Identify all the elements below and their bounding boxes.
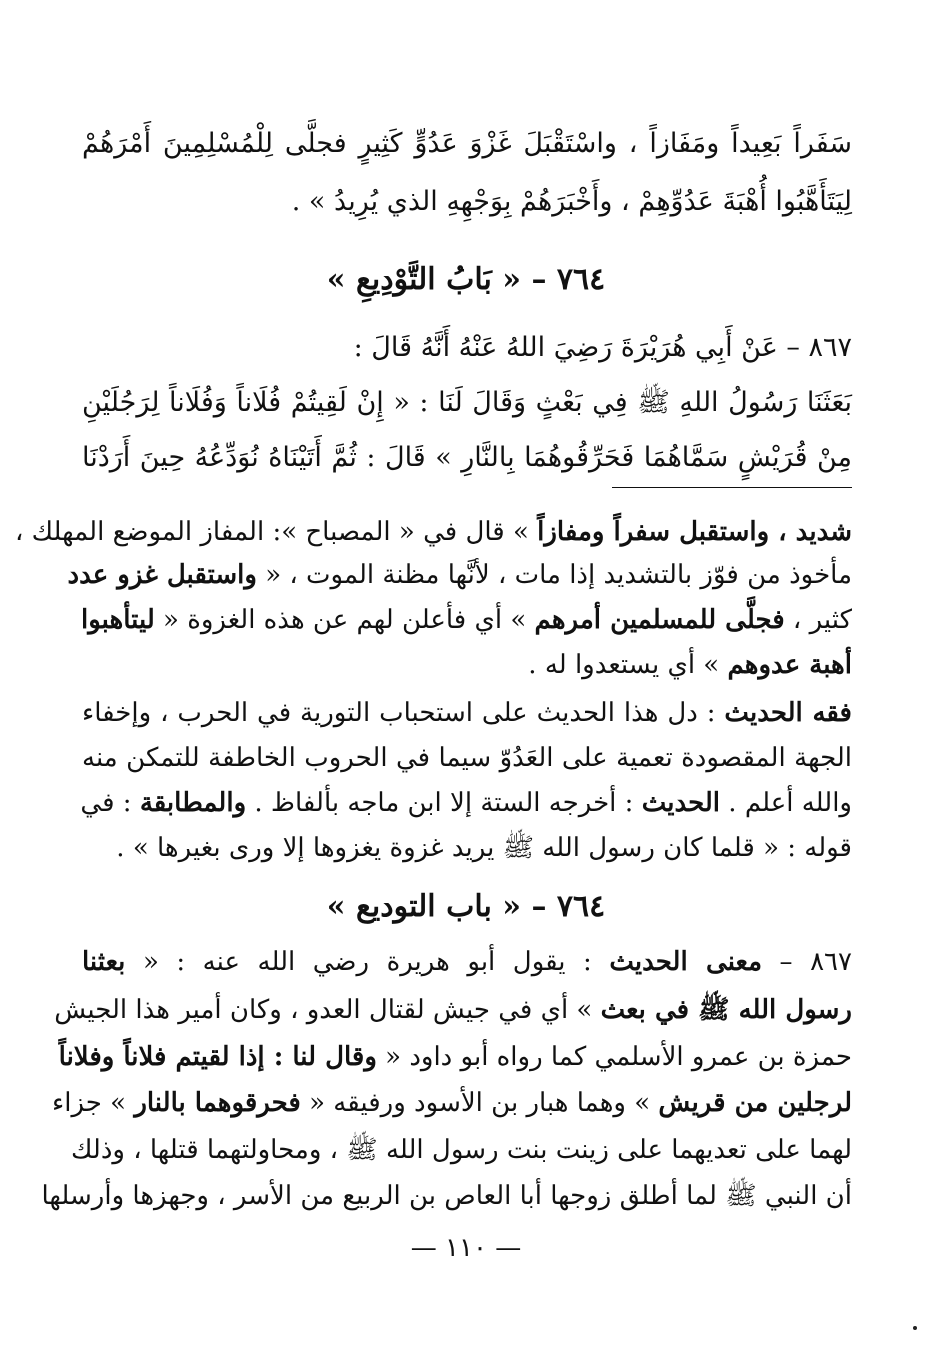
explanation-label: معنى الحديث	[609, 947, 763, 977]
explanation-text: » أي في جيش لقتال العدو ، وكان أمير هذا الجيش	[54, 995, 601, 1025]
explanation-bold-phrase: لرجلين من قريش	[658, 1088, 852, 1118]
fiqh-text: : في	[80, 788, 140, 818]
chapter-heading-bottom: ٧٦٤ – « باب التوديع »	[326, 889, 606, 924]
fiqh-label: فقه الحديث	[724, 698, 852, 728]
commentary-text: كثير ،	[784, 605, 852, 635]
commentary-text: » أي فأعلن لهم عن هذه الغزوة «	[154, 605, 535, 635]
page-number: — ١١٠ —	[410, 1233, 522, 1263]
hadith-number: ٨٦٧ –	[762, 947, 852, 977]
commentary-bold-phrase: واستقبل غزو عدد	[67, 560, 257, 590]
explanation-text: : يقول أبو هريرة رضي الله عنه : «	[125, 947, 610, 977]
fiqh-text: : أخرجه الستة إلا ابن ماجه بألفاظ .	[246, 788, 642, 818]
explanation-line-5: لهما على تعديهما على زينت بنت رسول الله ﷺ ، ومحاولتهما قتلها ، وذلك	[70, 1135, 852, 1165]
explanation-bold-phrase: وقال لنا : إذا لقيتم فلاناً وفلاناً	[58, 1042, 377, 1072]
top-text-line-2: لِيَتَأَهَّبُوا أُهْبَةَ عَدُوِّهِمْ ، وأَخْبَرَهُمْ بِوَجْهِهِ الذي يُرِيدُ » .	[291, 186, 852, 217]
commentary-bold-phrase: أهبة عدوهم	[727, 650, 852, 680]
commentary-text: مأخوذ من فوّز بالتشديد إذا مات ، لأنَّها مظنة الموت ، «	[256, 560, 852, 590]
fiqh-text: : دل هذا الحديث على استحباب التورية في الحرب ، وإخفاء	[82, 698, 725, 728]
commentary-text: » قال في « المصباح »: المفاز الموضع المهلك ،	[14, 517, 538, 547]
commentary-bold-phrase: فجلَّى للمسلمين أمرهم	[534, 605, 785, 635]
explanation-bold-phrase: فحرقوهما بالنار	[134, 1088, 301, 1118]
hadith-source-label: الحديث	[641, 788, 721, 818]
explanation-text: » وهما هبار بن الأسود ورفيقه «	[300, 1088, 659, 1118]
chapter-heading-top: ٧٦٤ – « بَابُ التَّوْدِيعِ »	[326, 262, 606, 297]
hadith-line-2: بَعَثَنَا رَسُولُ اللهِ ﷺ فِي بَعْثٍ وَقَالَ لَنَا : « إِنْ لَقِيتُمْ فُلَاناً وَفُلَاناً لِرَجُلَيْنِ	[82, 387, 852, 418]
commentary-bold-phrase: ليتأهبوا	[81, 605, 155, 635]
footnote-divider	[612, 487, 852, 488]
explanation-text: حمزة بن عمرو الأسلمي كما رواه أبو داود «	[376, 1042, 852, 1072]
commentary-line-3	[82, 600, 852, 642]
explanation-line-6: أن النبي ﷺ لما أطلق زوجها أبا العاص بن الربيع من الأسر ، وجهزها وأرسلها	[41, 1181, 852, 1211]
explanation-line-4	[52, 1083, 852, 1125]
commentary-line-2	[67, 555, 852, 597]
hadith-line-1: ٨٦٧ – عَنْ أَبِي هُرَيْرَةَ رَضِيَ اللهُ عَنْهُ أَنَّهُ قَالَ :	[353, 332, 852, 363]
commentary-line-1	[14, 512, 852, 554]
explanation-line-1	[82, 942, 852, 984]
explanation-line-3	[58, 1037, 852, 1079]
explanation-text: » جزاء	[52, 1088, 135, 1118]
fiqh-line-1	[82, 693, 852, 735]
correspondence-label: والمطابقة	[139, 788, 247, 818]
fiqh-line-4: قوله : « قلما كان رسول الله ﷺ يريد غزوة يغزوها إلا ورى بغيرها » .	[116, 833, 852, 863]
commentary-line-4	[82, 645, 852, 687]
fiqh-line-2: الجهة المقصودة تعمية على العَدُوّ سيما في الحروب الخاطفة للتمكن منه	[82, 743, 852, 773]
scan-speck	[913, 1326, 917, 1330]
commentary-text: » أي يستعدوا له .	[528, 650, 728, 680]
top-text-line-1: سَفَراً بَعِيداً ومَفَازاً ، واسْتَقْبَلَ غَزْوَ عَدُوٍّ كَثِيرٍ فجلَّى لِلْمُسْلِمِينَ أَمْرَهُمْ	[82, 128, 852, 159]
explanation-line-2	[54, 990, 852, 1032]
hadith-line-3: مِنْ قُرَيْشٍ سَمَّاهُمَا فَحَرِّقُوهُمَا بِالنَّارِ » قَالَ : ثُمَّ أَتَيْنَاهُ نُوَدِّعُهُ حِينَ أَرَدْنَا	[82, 442, 852, 473]
explanation-bold-phrase: رسول الله ﷺ في بعث	[600, 995, 852, 1025]
commentary-bold-phrase: شديد ، واستقبل سفراً ومفازاً	[537, 517, 852, 547]
fiqh-line-3	[82, 783, 852, 825]
fiqh-text: والله أعلم .	[720, 788, 852, 818]
explanation-bold-phrase: بعثنا	[82, 947, 126, 977]
